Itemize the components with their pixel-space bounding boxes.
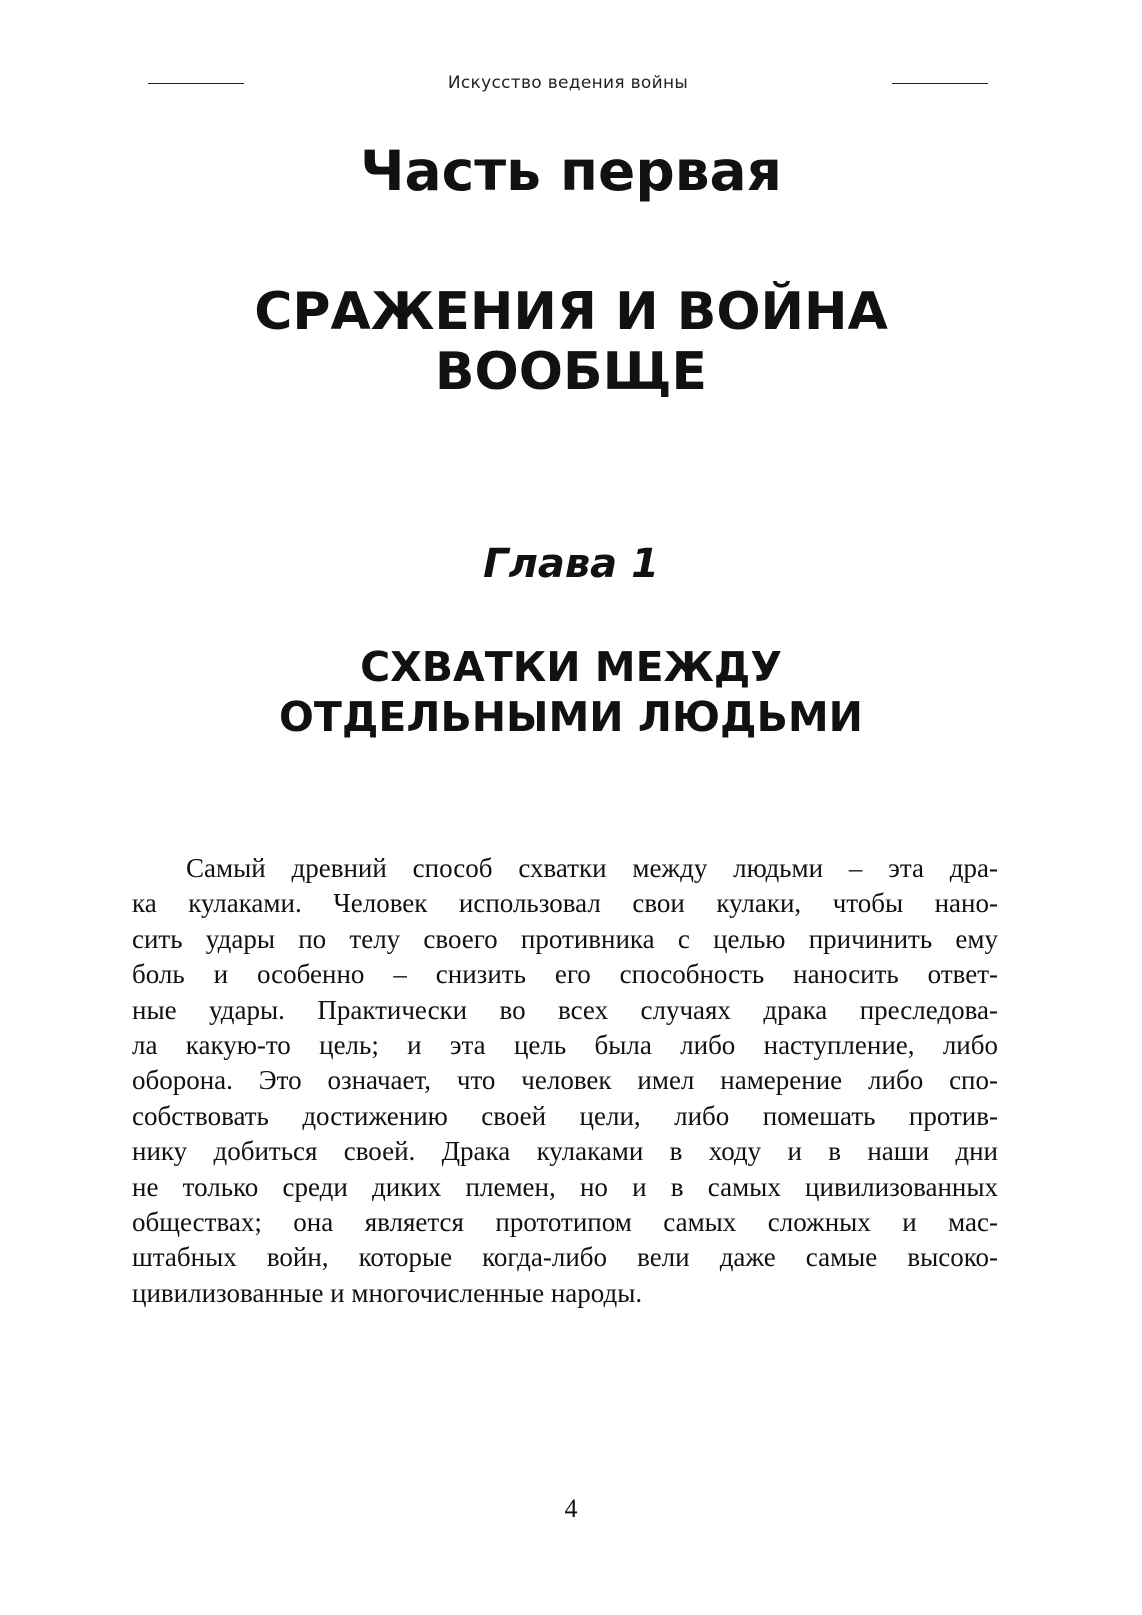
body-line: нику добиться своей. Драка кулаками в ходу и в наши дни <box>132 1136 998 1167</box>
body-line: штабных войн, которые когда-либо вели даже самые высоко- <box>132 1242 998 1273</box>
body-line: ка кулаками. Человек использовал свои кулаки, чтобы нано- <box>132 888 998 919</box>
header-rule-right <box>892 83 988 84</box>
body-line: ла какую-то цель; и эта цель была либо наступление, либо <box>132 1029 998 1060</box>
body-line: обществах; она является прототипом самых сложных и мас- <box>132 1206 998 1237</box>
chapter-label: Глава 1 <box>483 541 659 587</box>
body-line: оборона. Это означает, что человек имел намерение либо спо- <box>132 1065 998 1096</box>
part-title-line: СРАЖЕНИЯ И ВОЙНА <box>254 282 888 342</box>
body-line: ные удары. Практически во всех случаях драка преследова- <box>132 994 998 1025</box>
page-number: 4 <box>564 1494 578 1523</box>
body-line: сить удары по телу своего противника с целью причинить ему <box>132 923 998 954</box>
running-header-title: Искусство ведения войны <box>447 73 689 93</box>
body-paragraph <box>132 851 998 1311</box>
chapter-title-line: СХВАТКИ МЕЖДУ <box>360 643 782 691</box>
part-title-line: ВООБЩЕ <box>434 342 708 402</box>
body-line: Самый древний способ схватки между людьми – эта дра- <box>186 853 998 883</box>
running-header <box>148 68 988 98</box>
body-line: собствовать достижению своей цели, либо помешать против- <box>132 1100 998 1131</box>
body-line: цивилизованные и многочисленные народы. <box>132 1277 643 1308</box>
chapter-title <box>0 642 1142 742</box>
part-label: Часть первая <box>360 139 782 203</box>
header-rule-left <box>148 83 244 84</box>
body-line: не только среди диких племен, но и в самых цивилизованных <box>132 1171 998 1202</box>
chapter-title-line: ОТДЕЛЬНЫМИ ЛЮДЬМИ <box>279 693 863 741</box>
part-title <box>0 282 1142 402</box>
body-line: боль и особенно – снизить его способность наносить ответ- <box>132 959 998 990</box>
